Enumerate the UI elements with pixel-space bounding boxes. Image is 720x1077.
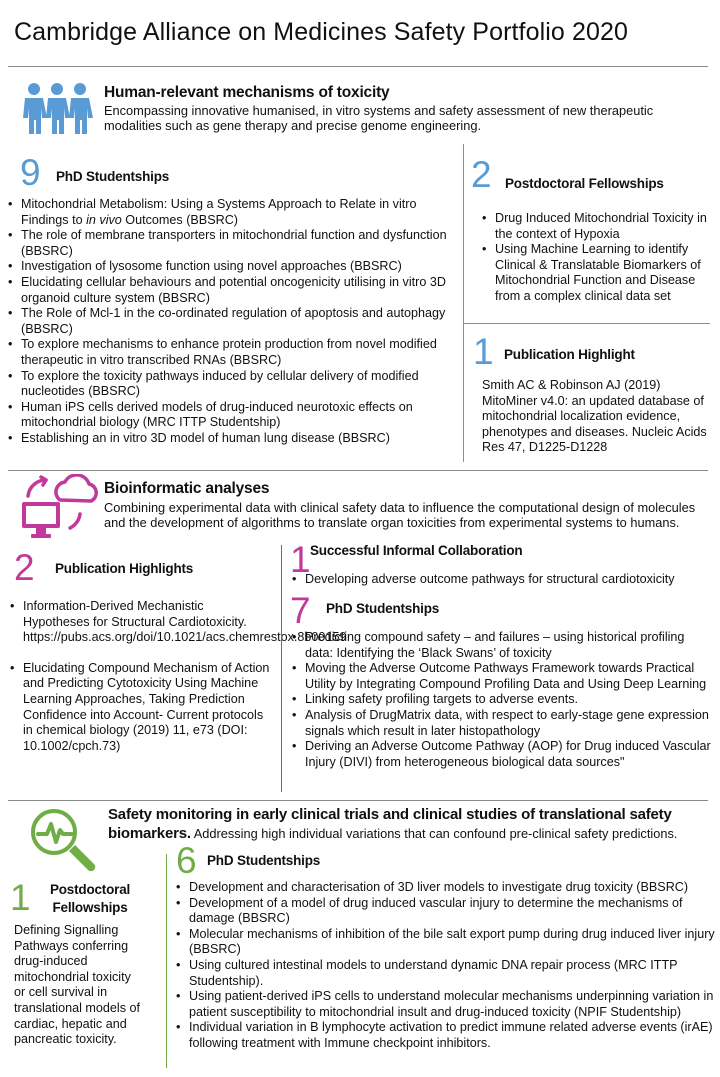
list-item: • Using cultured intestinal models to understand dynamic DNA repair process (MRC ITTP Studentship). [176, 958, 716, 989]
section3-postdoc-text: Defining Signalling Pathways conferring drug-induced mitochondrial toxicity or cell survival in translational models of cardiac, hepatic and pancreatic toxicity. [14, 923, 141, 1047]
list-item: • The Role of Mcl-1 in the co-ordinated regulation of apoptosis and autophagy (BBSRC) [8, 306, 463, 337]
list-item: • Analysis of DrugMatrix data, with respect to early-stage gene expression signals which result in later histopathology [292, 708, 714, 739]
section1-heading: Human-relevant mechanisms of toxicity [104, 84, 390, 101]
divider [8, 66, 708, 67]
list-item: • The role of membrane transporters in mitochondrial function and dysfunction (BBSRC) [8, 228, 463, 259]
column-divider [463, 144, 464, 462]
section2-heading: Bioinformatic analyses [104, 480, 270, 497]
section2-collab-label: Successful Informal Collaboration [310, 543, 523, 558]
computer-cloud-icon [20, 474, 100, 540]
list-item: • Information-Derived Mechanistic Hypotheses for Structural Cardiotoxicity. https://pubs.acs.org/doi/10.1021/acs.chemrestox.8b00159 [10, 599, 272, 646]
list-item: • To explore the toxicity pathways induced by cellular delivery of modified nucleotides (BBSRC) [8, 369, 463, 400]
list-item: • Investigation of lysosome function using novel approaches (BBSRC) [8, 259, 463, 275]
section1-phd-count: 9 [20, 152, 41, 193]
section1-postdoc-count: 2 [471, 154, 492, 195]
section2-publications-list [10, 599, 347, 754]
section2-phd-list [292, 630, 714, 770]
list-item: • Developing adverse outcome pathways for structural cardiotoxicity [292, 572, 712, 588]
list-item: • Human iPS cells derived models of drug-induced neurotoxic effects on mitochondrial biology (MRC ITTP Studentship) [8, 400, 463, 431]
list-item: • Development of a model of drug induced vascular injury to determine the mechanisms of damage (BBSRC) [176, 896, 716, 927]
section1-postdoc-list [482, 211, 712, 305]
list-item: • Using Machine Learning to identify Clinical & Translatable Biomarkers of Mitochondrial Function and Disease from a complex clinical data set [482, 242, 712, 304]
section2-publications-count: 2 [14, 547, 35, 588]
list-item: • Individual variation in B lymphocyte activation to predict immune related adverse events (irAE) following treatment with Immune checkpoint inhibitors. [176, 1020, 716, 1051]
section2-description: Combining experimental data with clinical safety data to influence the computational design of molecules and the development of algorithms to translate organ toxicities from experimental systems to humans. [104, 500, 696, 530]
section1-postdoc-label: Postdoctoral Fellowships [505, 176, 664, 191]
column-divider [166, 854, 167, 1068]
divider [464, 323, 710, 324]
section1-publication-count: 1 [473, 331, 494, 372]
section2-collab-list [292, 572, 712, 588]
section2-collab-count: 1 [290, 539, 311, 580]
section3-phd-count: 6 [176, 840, 197, 881]
list-item: • To explore mechanisms to enhance protein production from novel modified therapeutic in vitro transcribed RNAs (BBSRC) [8, 337, 463, 368]
list-item: • Predicting compound safety – and failures – using historical profiling data: Identifying the ‘Black Swans’ of toxicity [292, 630, 714, 661]
section3-header [108, 805, 708, 843]
divider [8, 470, 708, 471]
magnifier-pulse-icon [28, 806, 96, 874]
list-item: • Elucidating Compound Mechanism of Action and Predicting Cytotoxicity Using Machine Learning Approaches, Taking Prediction Confidence into Account- Current protocols in chemical biology (2019) 11, e73 (DOI: 10.1002/cpch.73) [10, 661, 272, 755]
list-item: • Development and characterisation of 3D liver models to investigate drug toxicity (BBSRC) [176, 880, 716, 896]
section3-postdoc-count: 1 [10, 877, 31, 918]
divider [8, 800, 708, 801]
list-item: • Linking safety profiling targets to adverse events. [292, 692, 714, 708]
section1-description: Encompassing innovative humanised, in vitro systems and safety assessment of new therapeutic modalities such as gene therapy and precise genome engineering. [104, 103, 654, 133]
column-divider [281, 545, 282, 792]
list-item: • Molecular mechanisms of inhibition of the bile salt export pump during drug induced liver injury (BBSRC) [176, 927, 716, 958]
section3-phd-list [176, 880, 716, 1052]
list-item: • Elucidating cellular behaviours and potential oncogenicity utilising in vitro 3D organoid culture system (BBSRC) [8, 275, 463, 306]
list-item: • Drug Induced Mitochondrial Toxicity in the context of Hypoxia [482, 211, 712, 242]
section2-phd-count: 7 [290, 590, 311, 631]
list-item: • Moving the Adverse Outcome Pathways Framework towards Practical Utility by Integrating Compound Profiling Data and Using Deep Learning [292, 661, 714, 692]
list-item: • Establishing an in vitro 3D model of human lung disease (BBSRC) [8, 431, 463, 447]
list-item: • Mitochondrial Metabolism: Using a Systems Approach to Relate in vitro Findings to in vivo Outcomes (BBSRC) [8, 197, 463, 228]
section1-publication-label: Publication Highlight [504, 347, 635, 362]
section2-publications-label: Publication Highlights [55, 561, 194, 576]
people-icon [22, 82, 94, 136]
list-item: • Using patient-derived iPS cells to understand molecular mechanisms underpinning variation in patient susceptibility to mitochondrial insult and drug-induced toxicity (NPIF Studentship) [176, 989, 716, 1020]
section1-phd-list [8, 197, 463, 447]
section3-phd-label: PhD Studentships [207, 853, 321, 868]
section2-phd-label: PhD Studentships [326, 601, 440, 616]
section1-publication-text: Smith AC & Robinson AJ (2019) MitoMiner v4.0: an updated database of mitochondrial localization evidence, phenotypes and diseases. Nucleic Acids Res 47, D1225-D1228 [482, 378, 707, 455]
page-title: Cambridge Alliance on Medicines Safety Portfolio 2020 [14, 18, 628, 46]
section3-heading: Safety monitoring in early clinical trials and clinical studies of translational safety biomarkers. [108, 806, 672, 842]
section3-description: Addressing high individual variations that can confound pre-clinical safety predictions. [193, 826, 678, 841]
list-item: • Deriving an Adverse Outcome Pathway (AOP) for Drug induced Vascular Injury (DIVI) from heterogeneous biological data sources" [292, 739, 714, 770]
section3-postdoc-label: Postdoctoral Fellowships [49, 882, 131, 915]
section1-phd-label: PhD Studentships [56, 169, 170, 184]
